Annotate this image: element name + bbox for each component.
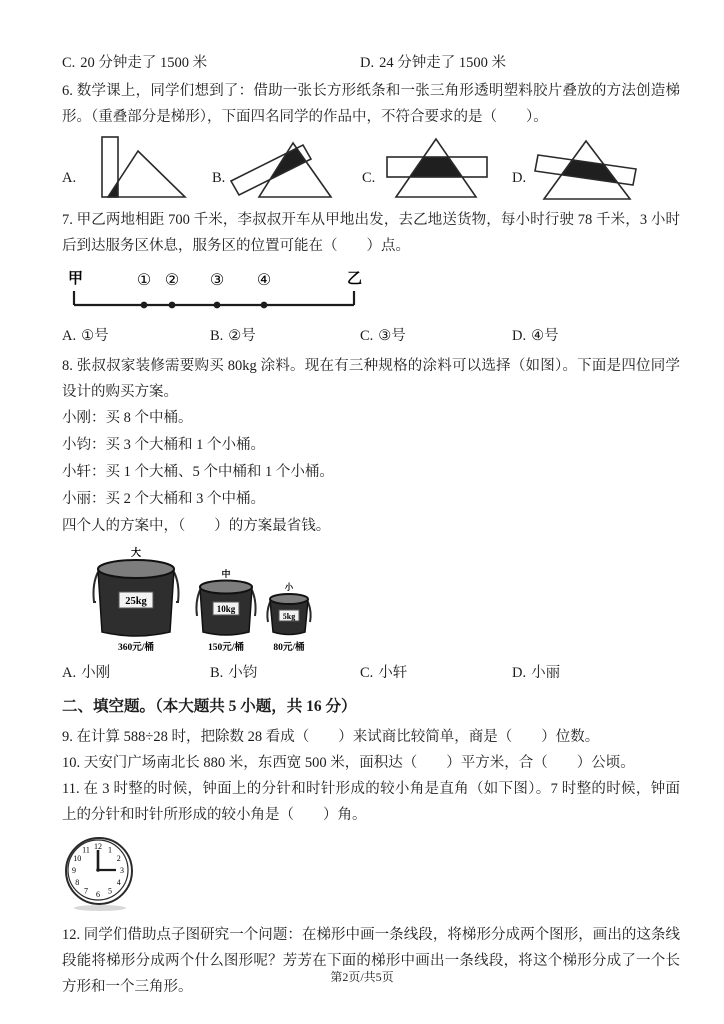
option-label: D. [512, 665, 527, 681]
bucket-medium-size-label: 中 [221, 569, 231, 579]
clock-number-2: 2 [116, 854, 121, 863]
q7-option-d [512, 323, 680, 349]
q6-figures-row [62, 135, 680, 203]
clock-number-11: 11 [82, 845, 90, 855]
option-text: ③号 [378, 328, 406, 344]
question-9-text: 9. 在计算 588÷28 时，把除数 28 看成（ ）来试商比较简单，商是（ ）位数。 [62, 729, 600, 745]
q8-options-row [62, 660, 680, 686]
q7-option-b [210, 323, 360, 349]
figure-label: C. [362, 170, 376, 186]
numberline-point-1-label: ① [136, 272, 152, 289]
option-text: 小钧 [228, 665, 258, 681]
clock-number-3: 3 [120, 866, 124, 875]
clock-3-oclock-image [62, 832, 142, 916]
bucket-large-weight-label: 25kg [125, 596, 147, 607]
q5-option-d [360, 50, 680, 76]
bucket-small-weight-label: 5kg [282, 612, 296, 621]
question-10-text: 10. 天安门广场南北长 880 米，东西宽 500 米，面积达（ ）平方米，合（ ）公顷。 [62, 755, 635, 771]
option-label: B. [210, 665, 224, 681]
option-label: D. [512, 328, 527, 344]
q7-option-a [62, 323, 210, 349]
question-12-text: 12. 同学们借助点子图研究一个问题：在梯形中画一条线段，将梯形分成两个图形，画出的这条线段能将梯形分成两个什么图形呢？芳芳在下面的梯形中画出一条线段，将这个梯形分成了一个长方形和一个三角形。 [62, 927, 680, 995]
clock-number-5: 5 [108, 886, 112, 896]
clock-number-9: 9 [72, 866, 76, 875]
page-number-indicator: 第2页/共5页 [330, 970, 394, 984]
question-7-text: 7. 甲乙两地相距 700 千米，李叔叔开车从甲地出发，去乙地送货物，每小时行驶 78 千米，3 小时后到达服务区休息，服务区的位置可能在（ ）点。 [62, 212, 680, 254]
numberline-start-label: 甲 [68, 271, 84, 287]
q8-option-a [62, 660, 210, 686]
option-text: 小刚 [81, 665, 111, 681]
rectangle-triangle-overlap-d-icon [530, 135, 645, 203]
q8-option-b [210, 660, 360, 686]
q8-option-d [512, 660, 680, 686]
rectangle-triangle-overlap-a-icon [80, 135, 195, 203]
question-8-text: 8. 张叔叔家装修需要购买 80kg 涂料。现在有三种规格的涂料可以选择（如图）。下面是四位同学设计的购买方案。 [62, 358, 680, 400]
rectangle-triangle-overlap-b-icon [229, 135, 344, 203]
scheme-xiaoli: 小丽：买 2 个大桶和 3 个中桶。 [62, 491, 265, 507]
scheme-xiaojun: 小钧：买 3 个大桶和 1 个小桶。 [62, 437, 265, 453]
clock-number-6: 6 [96, 890, 100, 899]
figure-label: A. [62, 170, 77, 186]
numberline-point-2-label: ② [164, 272, 180, 289]
option-label: A. [62, 665, 77, 681]
bucket-small-size-label: 小 [284, 582, 294, 592]
option-text: ④号 [531, 328, 559, 344]
bucket-medium-price-label: 150元/桶 [208, 643, 244, 653]
bucket-large-size-label: 大 [131, 548, 141, 559]
bucket-medium-weight-label: 10kg [216, 604, 236, 614]
rectangle-triangle-overlap-c-icon [379, 135, 494, 203]
q7-options-row [62, 323, 680, 349]
option-label: C. [360, 665, 374, 681]
q6-figure-d [512, 135, 662, 203]
figure-label: D. [512, 170, 527, 186]
q6-figure-a [62, 135, 212, 203]
option-label: C. [360, 328, 374, 344]
q8-schemes-list [62, 405, 680, 540]
clock-number-7: 7 [84, 886, 88, 896]
bucket-large-price-label: 360元/桶 [118, 643, 154, 653]
q6-figure-c [362, 135, 512, 203]
option-text: ②号 [228, 328, 256, 344]
clock-number-1: 1 [108, 845, 112, 855]
clock-number-12: 12 [94, 842, 102, 851]
option-text: 小轩 [378, 665, 408, 681]
numberline-point-3-label: ③ [209, 272, 225, 289]
option-text: 24 分钟走了 1500 米 [379, 55, 506, 71]
numberline-point-4-label: ④ [256, 272, 272, 289]
clock-number-10: 10 [73, 854, 82, 863]
option-text: 小丽 [531, 665, 561, 681]
numberline-end-label: 乙 [347, 271, 363, 287]
option-label: D. [360, 55, 375, 71]
option-text: ①号 [81, 328, 109, 344]
scheme-xiaoxuan: 小轩：买 1 个大桶、5 个中桶和 1 个小桶。 [62, 464, 334, 480]
q8-conclusion: 四个人的方案中，（ ）的方案最省钱。 [62, 518, 331, 534]
option-label: A. [62, 328, 77, 344]
distance-number-line-diagram [62, 265, 372, 321]
option-label: C. [62, 55, 76, 71]
question-6-text: 6. 数学课上，同学们想到了：借助一张长方形纸条和一张三角形透明塑料胶片叠放的方法创造梯形。（重叠部分是梯形），下面四名同学的作品中，不符合要求的是（ ）。 [62, 83, 680, 125]
clock-number-8: 8 [75, 878, 80, 887]
figure-label: B. [212, 170, 226, 186]
section-2-title: 二、填空题。（本大题共 5 小题，共 16 分） [62, 698, 357, 715]
q7-option-c [360, 323, 512, 349]
clock-number-4: 4 [116, 878, 121, 887]
q5-option-c [62, 50, 360, 76]
option-label: B. [210, 328, 224, 344]
q6-figure-b [212, 135, 362, 203]
bucket-small-price-label: 80元/桶 [273, 643, 305, 653]
q8-option-c [360, 660, 512, 686]
option-text: 20 分钟走了 1500 米 [80, 55, 208, 71]
question-11-text: 11. 在 3 时整的时候，钟面上的分针和时针形成的较小角是直角（如下图）。7 时整的时候，钟面上的分针和时针所形成的较小角是（ ）角。 [62, 781, 680, 823]
q5-options-row [62, 50, 680, 76]
scheme-xiaogang: 小刚：买 8 个中桶。 [62, 410, 193, 426]
paint-buckets-image [74, 544, 324, 656]
